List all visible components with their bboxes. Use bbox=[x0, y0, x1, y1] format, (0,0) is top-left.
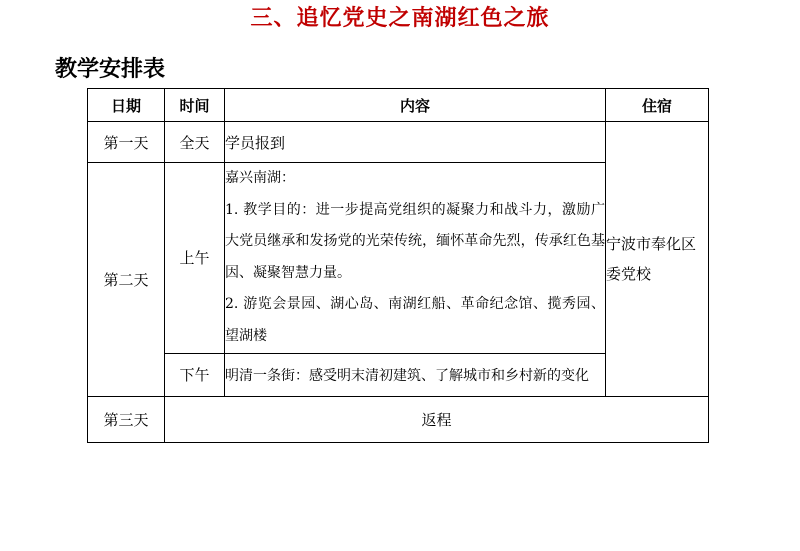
header-row bbox=[88, 89, 709, 122]
day2-morning-time-cell: 上午 bbox=[165, 163, 225, 354]
day1-date-cell: 第一天 bbox=[88, 122, 165, 163]
morning-paragraph-goal: 1. 教学目的：进一步提高党组织的凝聚力和战斗力，激励广大党员继承和发扬党的光荣传统，缅怀革命先烈，传承红色基因、凝聚智慧力量。 bbox=[225, 201, 605, 281]
table-row-day3 bbox=[88, 396, 709, 442]
morning-paragraph-tour: 2. 游览会景园、湖心岛、南湖红船、革命纪念馆、揽秀园、望湖楼 bbox=[225, 296, 605, 344]
header-time: 时间 bbox=[165, 89, 225, 122]
day2-afternoon-content-cell: 明清一条街：感受明末清初建筑、了解城市和乡村新的变化 bbox=[225, 353, 606, 396]
header-date: 日期 bbox=[88, 89, 165, 122]
day3-content-cell: 返程 bbox=[165, 396, 709, 442]
day2-morning-content-cell bbox=[225, 163, 606, 354]
day2-afternoon-time-cell: 下午 bbox=[165, 353, 225, 396]
document-title: 三、追忆党史之南湖红色之旅 bbox=[250, 6, 550, 31]
schedule-table bbox=[87, 88, 709, 443]
day1-content-cell: 学员报到 bbox=[225, 122, 606, 163]
day2-date-cell: 第二天 bbox=[88, 163, 165, 397]
morning-paragraph-heading: 嘉兴南湖： bbox=[225, 170, 295, 186]
header-lodging: 住宿 bbox=[606, 89, 709, 122]
day1-time-cell: 全天 bbox=[165, 122, 225, 163]
header-content: 内容 bbox=[225, 89, 606, 122]
lodging-cell: 宁波市奉化区委党校 bbox=[606, 122, 709, 397]
section-title: 教学安排表 bbox=[55, 57, 166, 82]
day3-date-cell: 第三天 bbox=[88, 396, 165, 442]
table-row-day1 bbox=[88, 122, 709, 163]
